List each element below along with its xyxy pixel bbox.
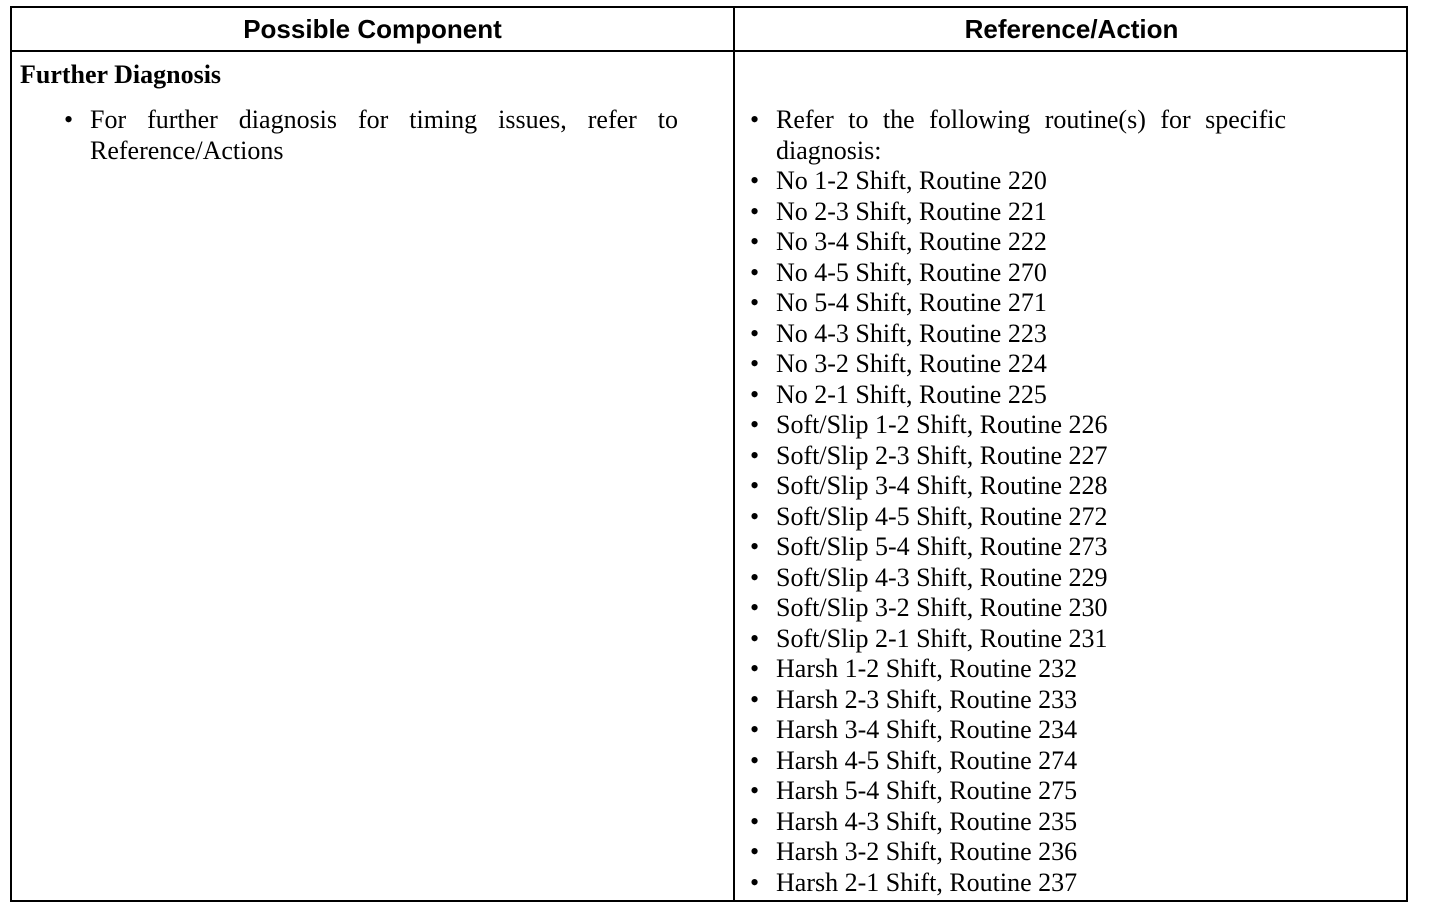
bullet-icon: • [750,440,760,470]
bullet-icon: • [750,684,760,714]
list-item-routine [750,319,1350,350]
list-item-routine [750,532,1350,563]
routine-text: Soft/Slip 2-3 Shift, Routine 227 [776,440,1108,470]
bullet-icon: • [750,166,760,195]
routine-list [750,105,1350,898]
header-possible-component: Possible Component [243,14,502,44]
list-item-routine [750,349,1350,380]
routine-text: Soft/Slip 2-1 Shift, Routine 231 [776,623,1108,653]
bullet-icon: • [750,349,760,378]
header-reference-action: Reference/Action [964,14,1179,44]
list-item-routine [750,807,1350,838]
routine-text: Harsh 1-2 Shift, Routine 232 [776,654,1078,683]
component-bullet-text: For further diagnosis for timing issues, refer to Reference/Actions [90,105,678,165]
column-divider [733,8,735,900]
bullet-icon: • [750,562,760,592]
bullet-icon: • [750,227,760,256]
routine-text: Harsh 3-2 Shift, Routine 236 [776,837,1078,866]
section-title: Further Diagnosis [20,60,222,89]
reference-intro-text: Refer to the following routine(s) for specific diagnosis: [776,105,1286,165]
routine-text: Harsh 4-3 Shift, Routine 235 [776,806,1078,836]
routine-text: Soft/Slip 5-4 Shift, Routine 273 [776,532,1108,561]
routine-text: Soft/Slip 3-2 Shift, Routine 230 [776,593,1108,622]
bullet-icon: • [750,654,760,683]
list-item-routine [750,166,1350,197]
list-item-routine [750,776,1350,807]
list-item-routine [750,258,1350,289]
list-item-routine [750,868,1350,899]
bullet-icon: • [750,379,760,409]
routine-text: No 3-4 Shift, Routine 222 [776,227,1047,256]
bullet-icon: • [750,776,760,805]
list-item-routine [750,654,1350,685]
list-item-routine [750,685,1350,716]
list-item-routine [750,502,1350,533]
list-item-routine [750,715,1350,746]
list-item-routine [750,410,1350,441]
routine-text: Harsh 2-3 Shift, Routine 233 [776,684,1078,714]
routine-text: No 2-3 Shift, Routine 221 [776,196,1047,226]
bullet-icon: • [750,196,760,226]
routine-text: Soft/Slip 4-3 Shift, Routine 229 [776,562,1108,592]
bullet-icon: • [750,257,760,287]
list-item-routine [750,563,1350,594]
routine-text: No 2-1 Shift, Routine 225 [776,379,1047,409]
routine-text: No 3-2 Shift, Routine 224 [776,349,1047,378]
list-item-routine [750,288,1350,319]
table-header-row [12,8,1406,52]
bullet-icon: • [750,867,760,897]
routine-text: Soft/Slip 3-4 Shift, Routine 228 [776,471,1108,500]
bullet-icon: • [64,105,74,134]
list-item-routine [750,441,1350,472]
diagnosis-table [10,6,1408,902]
routine-text: No 4-3 Shift, Routine 223 [776,318,1047,348]
list-item-intro [750,105,1350,166]
bullet-icon: • [750,593,760,622]
bullet-icon: • [750,318,760,348]
bullet-icon: • [750,105,760,134]
bullet-icon: • [750,837,760,866]
bullet-icon: • [750,806,760,836]
bullet-icon: • [750,715,760,744]
bullet-icon: • [750,745,760,775]
routine-text: No 1-2 Shift, Routine 220 [776,166,1047,195]
bullet-icon: • [750,410,760,439]
routine-text: No 4-5 Shift, Routine 270 [776,257,1047,287]
routine-text: Harsh 2-1 Shift, Routine 237 [776,867,1078,897]
routine-text: Harsh 5-4 Shift, Routine 275 [776,776,1078,805]
bullet-icon: • [750,471,760,500]
list-item-routine [750,624,1350,655]
routine-text: Harsh 3-4 Shift, Routine 234 [776,715,1078,744]
list-item-routine [750,746,1350,777]
bullet-icon: • [750,288,760,317]
bullet-icon: • [750,623,760,653]
list-item-routine [750,227,1350,258]
list-item-routine [750,593,1350,624]
list-item-routine [750,471,1350,502]
routine-text: Harsh 4-5 Shift, Routine 274 [776,745,1078,775]
list-item-routine [750,197,1350,228]
list-item-routine [750,380,1350,411]
routine-text: Soft/Slip 4-5 Shift, Routine 272 [776,501,1108,531]
list-item-routine [750,837,1350,868]
routine-text: No 5-4 Shift, Routine 271 [776,288,1047,317]
routine-text: Soft/Slip 1-2 Shift, Routine 226 [776,410,1108,439]
bullet-icon: • [750,501,760,531]
component-bullet-item [64,105,678,166]
bullet-icon: • [750,532,760,561]
